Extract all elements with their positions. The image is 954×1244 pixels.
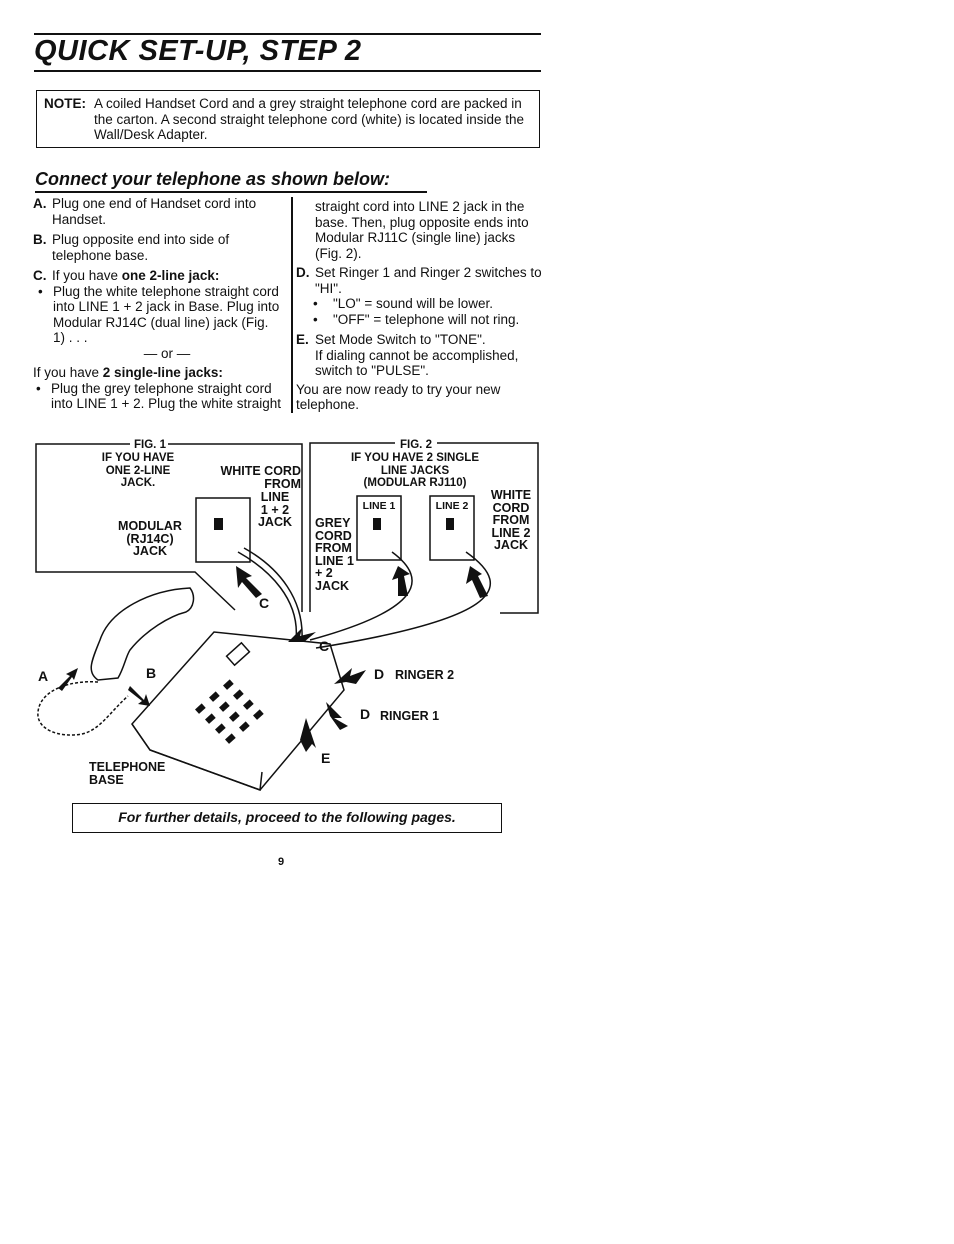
step-c-alt-intro: If you have <box>33 365 103 380</box>
bullet-dot: • <box>313 296 318 311</box>
label-a: A <box>38 668 49 684</box>
step-c-intro: If you have <box>52 268 122 283</box>
step-c-label: C. <box>33 268 47 283</box>
step-e-sub: If dialing cannot be accomplished, switch to "PULSE". <box>315 347 519 378</box>
label-d-ringer2: D <box>374 666 385 682</box>
arrow-a <box>58 668 78 691</box>
step-d-label: D. <box>296 265 310 280</box>
label-d-ringer1: D <box>360 706 371 722</box>
step-b-text: Plug opposite end into side of telephone base. <box>52 232 230 263</box>
coiled-handset-cord <box>38 682 128 735</box>
arrow-b <box>128 686 150 706</box>
fig2-line2-label: LINE 2 <box>435 500 469 512</box>
fig2-grey-cord-label: GREY CORD FROM LINE 1 + 2 JACK <box>315 516 354 593</box>
phone-keypad <box>195 679 264 743</box>
note-label: NOTE: <box>44 96 86 111</box>
label-b: B <box>146 665 157 681</box>
step-b-label: B. <box>33 232 47 247</box>
fig2-line2-socket <box>446 518 454 530</box>
fig2-line1-socket <box>373 518 381 530</box>
arrows <box>58 566 488 752</box>
arrow-fig2-line2 <box>466 566 488 598</box>
telephone-base-label: TELEPHONE BASE <box>89 760 166 787</box>
bullet-dot: • <box>313 311 318 327</box>
fig2-caption: FIG. 2 <box>400 439 432 451</box>
step-a-label: A. <box>33 196 47 211</box>
arrow-e <box>300 718 316 752</box>
step-c-alt-bullet-text: Plug the grey telephone straight cord into LINE 1 + 2. Plug the white straight <box>51 380 281 411</box>
ready-text: You are now ready to try your new telephone. <box>296 381 501 412</box>
step-d-bullet-1-text: "LO" = sound will be lower. <box>333 296 494 311</box>
fig1-white-cord-label: WHITE CORD FROM <box>220 464 301 491</box>
page-title: QUICK SET-UP, STEP 2 <box>34 35 362 67</box>
step-c-or: — or — <box>143 345 191 361</box>
fig2-line1-label: LINE 1 <box>362 500 396 512</box>
step-c-bullet-text: Plug the white telephone straight cord into LINE 1 + 2 jack in Base. Plug into Modular RJ14C (dual line) jack (Fig. 1) . . . <box>53 283 280 345</box>
page-number: 9 <box>278 856 285 868</box>
step-d-bullet-2-text: "OFF" = telephone will not ring. <box>333 311 520 327</box>
bullet-dot: • <box>38 283 43 299</box>
step-d-text: Set Ringer 1 and Ringer 2 switches to "HI". <box>315 265 542 296</box>
handset <box>91 588 193 680</box>
fig1-jack-socket <box>214 518 223 530</box>
arrow-ringer1 <box>326 702 348 730</box>
step-c-alt-continued-text: straight cord into LINE 2 jack in the base. Then, plug opposite ends into Modular RJ11C (single line) jacks (Fig. 2). <box>315 199 529 261</box>
step-e-text: Set Mode Switch to "TONE". <box>315 332 486 347</box>
fig1-modular-label: MODULAR (RJ14C) JACK <box>118 519 182 558</box>
fig1-caption: FIG. 1 <box>134 439 166 451</box>
step-a-text: Plug one end of Handset cord into Handset. <box>52 196 257 227</box>
fig1-line-jack-label: LINE 1 + 2 JACK <box>257 490 293 529</box>
label-c: C <box>319 638 330 654</box>
bullet-dot: • <box>36 380 41 396</box>
fig1-c-label: C <box>259 595 270 611</box>
step-c-alt-bold: 2 single-line jacks: <box>102 365 223 380</box>
ringer1-label: RINGER 1 <box>380 709 440 723</box>
section-subheading: Connect your telephone as shown below: <box>35 169 391 189</box>
phone-display <box>227 643 250 665</box>
step-c-intro-bold: one 2-line jack: <box>121 268 220 283</box>
footer-text: For further details, proceed to the following pages. <box>118 809 456 825</box>
ringer2-label: RINGER 2 <box>395 668 455 682</box>
step-e-label: E. <box>296 332 309 347</box>
fig1-title: IF YOU HAVE ONE 2-LINE JACK. <box>101 452 175 489</box>
arrow-fig2-line1 <box>392 566 410 596</box>
fig2-title: IF YOU HAVE 2 SINGLE LINE JACKS (MODULAR RJ110) <box>350 452 480 489</box>
fig2-white-cord-label: WHITE CORD FROM LINE 2 JACK <box>490 488 532 552</box>
label-e: E <box>321 750 331 766</box>
arrow-fig1 <box>236 566 262 598</box>
note-text: A coiled Handset Cord and a grey straight telephone cord are packed in the carton. A second straight telephone cord (white) is located inside the Wall/Desk Adapter. <box>94 96 525 142</box>
